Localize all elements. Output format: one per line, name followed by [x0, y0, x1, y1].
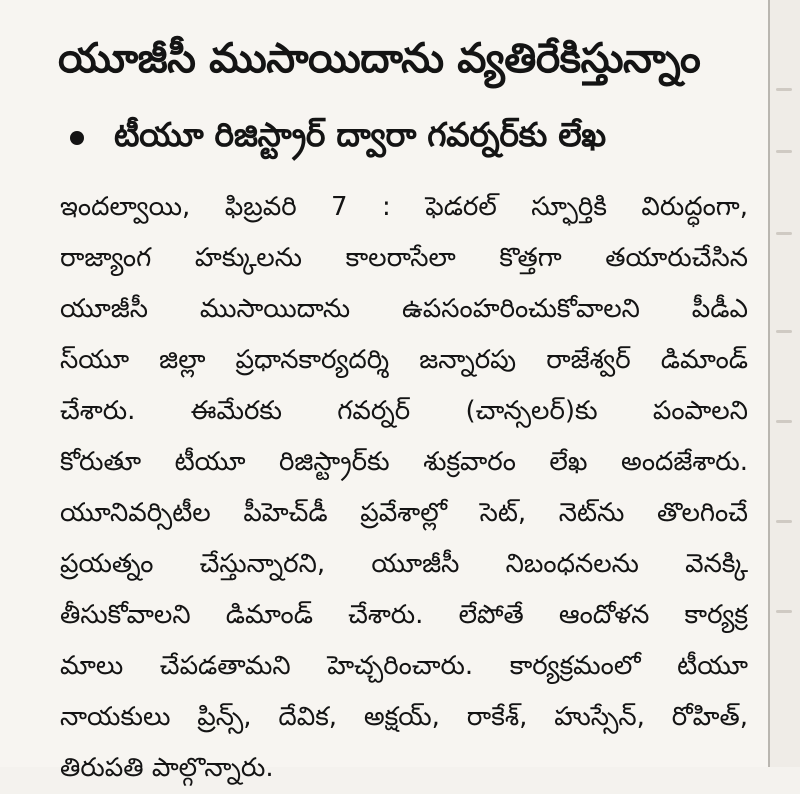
bullet-icon — [70, 131, 84, 145]
article-line: మాలు చేపడతామని హెచ్చరించారు. కార్యక్రమంలో టీయూ — [60, 651, 748, 681]
text-fragment — [776, 610, 792, 613]
article-line: యూజీసీ ముసాయిదాను ఉపసంహరించుకోవాలని పీడీఎ — [60, 294, 748, 324]
article-line: నాయకులు ప్రిన్స్, దేవిక, అక్షయ్, రాకేశ్, హుస్సేన్, రోహిత్, — [60, 702, 748, 732]
article-line: కోరుతూ టీయూ రిజిస్ట్రార్‌కు శుక్రవారం లేఖ అందజేశారు. — [60, 447, 748, 477]
subheadline-text: టీయూ రిజిస్ట్రార్ ద్వారా గవర్నర్‌కు లేఖ — [114, 114, 606, 154]
article-body — [60, 182, 748, 794]
article-line: తిరుపతి పాల్గొన్నారు. — [60, 753, 274, 783]
text-fragment — [776, 150, 792, 153]
article-line: స్‌యూ జిల్లా ప్రధానకార్యదర్శి జన్నారపు రాజేశ్వర్ డిమాండ్ — [60, 345, 748, 375]
article-line: తీసుకోవాలని డిమాండ్ చేశారు. లేపోతే ఆందోళన కార్యక్ర — [60, 600, 748, 630]
adjacent-column-edge — [770, 0, 800, 767]
article-line: యూనివర్సిటీల పీహెచ్‌డీ ప్రవేశాల్లో సెట్, నెట్‌ను తొలగించే — [60, 498, 748, 528]
article-line: రాజ్యాంగ హక్కులను కాలరాసేలా కొత్తగా తయారుచేసిన — [60, 243, 748, 273]
text-fragment — [776, 88, 792, 91]
article-line: ఇందల్వాయి, ఫిబ్రవరి 7 : ఫెడరల్ స్ఫూర్తికి విరుద్ధంగా, — [60, 192, 748, 222]
text-fragment — [776, 232, 792, 235]
article-line: చేశారు. ఈమేరకు గవర్నర్ (చాన్సలర్)కు పంపాలని — [60, 396, 748, 426]
text-fragment — [776, 330, 792, 333]
article-subheadline — [70, 114, 606, 162]
article-headline: యూజీసీ ముసాయిదాను వ్యతిరేకిస్తున్నాం — [58, 34, 701, 82]
text-fragment — [776, 520, 792, 523]
article-line: ప్రయత్నం చేస్తున్నారని, యూజీసీ నిబంధనలను వెనక్కి — [60, 549, 748, 579]
text-fragment — [776, 420, 792, 423]
